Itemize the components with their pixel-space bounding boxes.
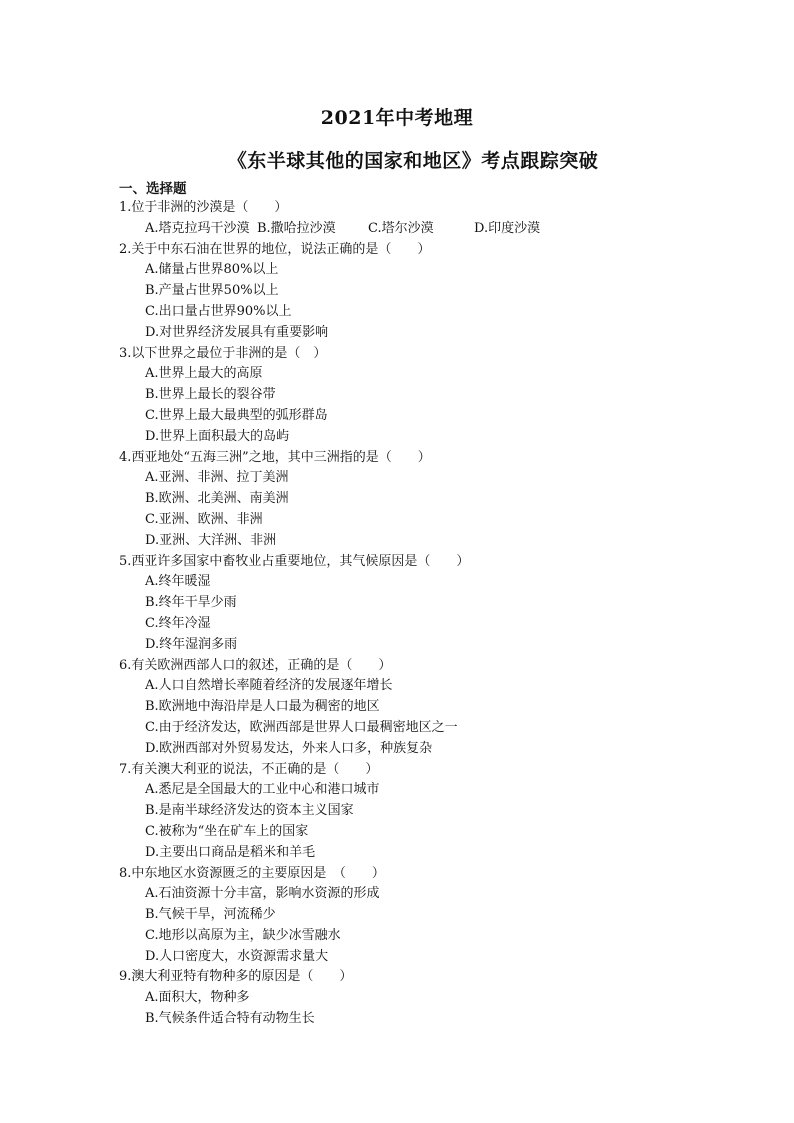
option-c: C.亚洲、欧洲、非洲 <box>145 511 263 527</box>
option-c: C.塔尔沙漠 <box>368 220 434 236</box>
option-a: A.亚洲、非洲、拉丁美洲 <box>145 470 289 486</box>
option-d: D.欧洲西部对外贸易发达，外来人口多，种族复杂 <box>145 740 433 756</box>
question-stem: 1.位于非洲的沙漠是（ ） <box>119 200 288 215</box>
option-b: B.产量占世界50%以上 <box>145 283 279 299</box>
option-b: B.气候条件适合特有动物生长 <box>145 1011 315 1027</box>
option-c: C.终年冷湿 <box>145 615 211 631</box>
question-list <box>119 180 719 1030</box>
option-a: A.面积大，物种多 <box>145 990 250 1006</box>
option-c: C.由于经济发达，欧洲西部是世界人口最稠密地区之一 <box>145 719 458 735</box>
option-d: D.对世界经济发展具有重要影响 <box>145 324 329 340</box>
option-d: D.印度沙漠 <box>474 220 541 236</box>
option-b: B.世界上最长的裂谷带 <box>145 387 276 403</box>
document-title: 2021年中考地理 <box>320 107 474 129</box>
option-b: B.终年干旱少雨 <box>145 595 237 611</box>
option-d: D.终年湿润多雨 <box>145 636 238 652</box>
question-stem: 4.西亚地处“五海三洲”之地，其中三洲指的是（ ） <box>119 449 431 465</box>
option-d: D.世界上面积最大的岛屿 <box>145 428 290 444</box>
option-a: A.塔克拉玛干沙漠 <box>145 220 250 236</box>
question-stem: 7.有关澳大利亚的说法，不正确的是（ ） <box>119 761 379 777</box>
option-c: C.地形以高原为主，缺少冰雪融水 <box>145 927 341 943</box>
question-stem: 3.以下世界之最位于非洲的是（ ） <box>119 345 327 361</box>
option-b: B.撒哈拉沙漠 <box>257 220 336 236</box>
option-c: C.世界上最大最典型的弧形群岛 <box>145 407 328 423</box>
option-b: B.是南半球经济发达的资本主义国家 <box>145 803 354 819</box>
option-a: A.人口自然增长率随着经济的发展逐年增长 <box>145 678 393 694</box>
question-stem: 2.关于中东石油在世界的地位，说法正确的是（ ） <box>119 241 431 257</box>
option-d: D.人口密度大，水资源需求量大 <box>145 948 329 964</box>
question-stem: 5.西亚许多国家中畜牧业占重要地位，其气候原因是（ ） <box>119 553 470 569</box>
option-b: B.欧洲地中海沿岸是人口最为稠密的地区 <box>145 699 380 715</box>
document-subtitle: 《东半球其他的国家和地区》考点跟踪突破 <box>227 150 599 172</box>
option-c: C.被称为“坐在矿车上的国家 <box>145 823 309 839</box>
option-row <box>119 219 719 240</box>
option-a: A.世界上最大的高原 <box>145 366 263 382</box>
question-stem: 9.澳大利亚特有物种多的原因是（ ） <box>119 969 353 985</box>
option-a: A.悉尼是全国最大的工业中心和港口城市 <box>145 782 380 798</box>
option-a: A.储量占世界80%以上 <box>145 262 279 278</box>
option-b: B.气候干旱，河流稀少 <box>145 907 276 923</box>
question-stem: 6.有关欧洲西部人口的叙述，正确的是（ ） <box>119 657 392 673</box>
option-a: A.石油资源十分丰富，影响水资源的形成 <box>145 886 380 902</box>
option-a: A.终年暖湿 <box>145 574 211 590</box>
option-d: D.亚洲、大洋洲、非洲 <box>145 532 277 548</box>
option-d: D.主要出口商品是稻米和羊毛 <box>145 844 316 860</box>
question-stem: 8.中东地区水资源匮乏的主要原因是 （ ） <box>119 865 385 881</box>
section-heading: 一、选择题 <box>119 181 187 197</box>
option-c: C.出口量占世界90%以上 <box>145 303 292 319</box>
option-b: B.欧洲、北美洲、南美洲 <box>145 491 289 507</box>
